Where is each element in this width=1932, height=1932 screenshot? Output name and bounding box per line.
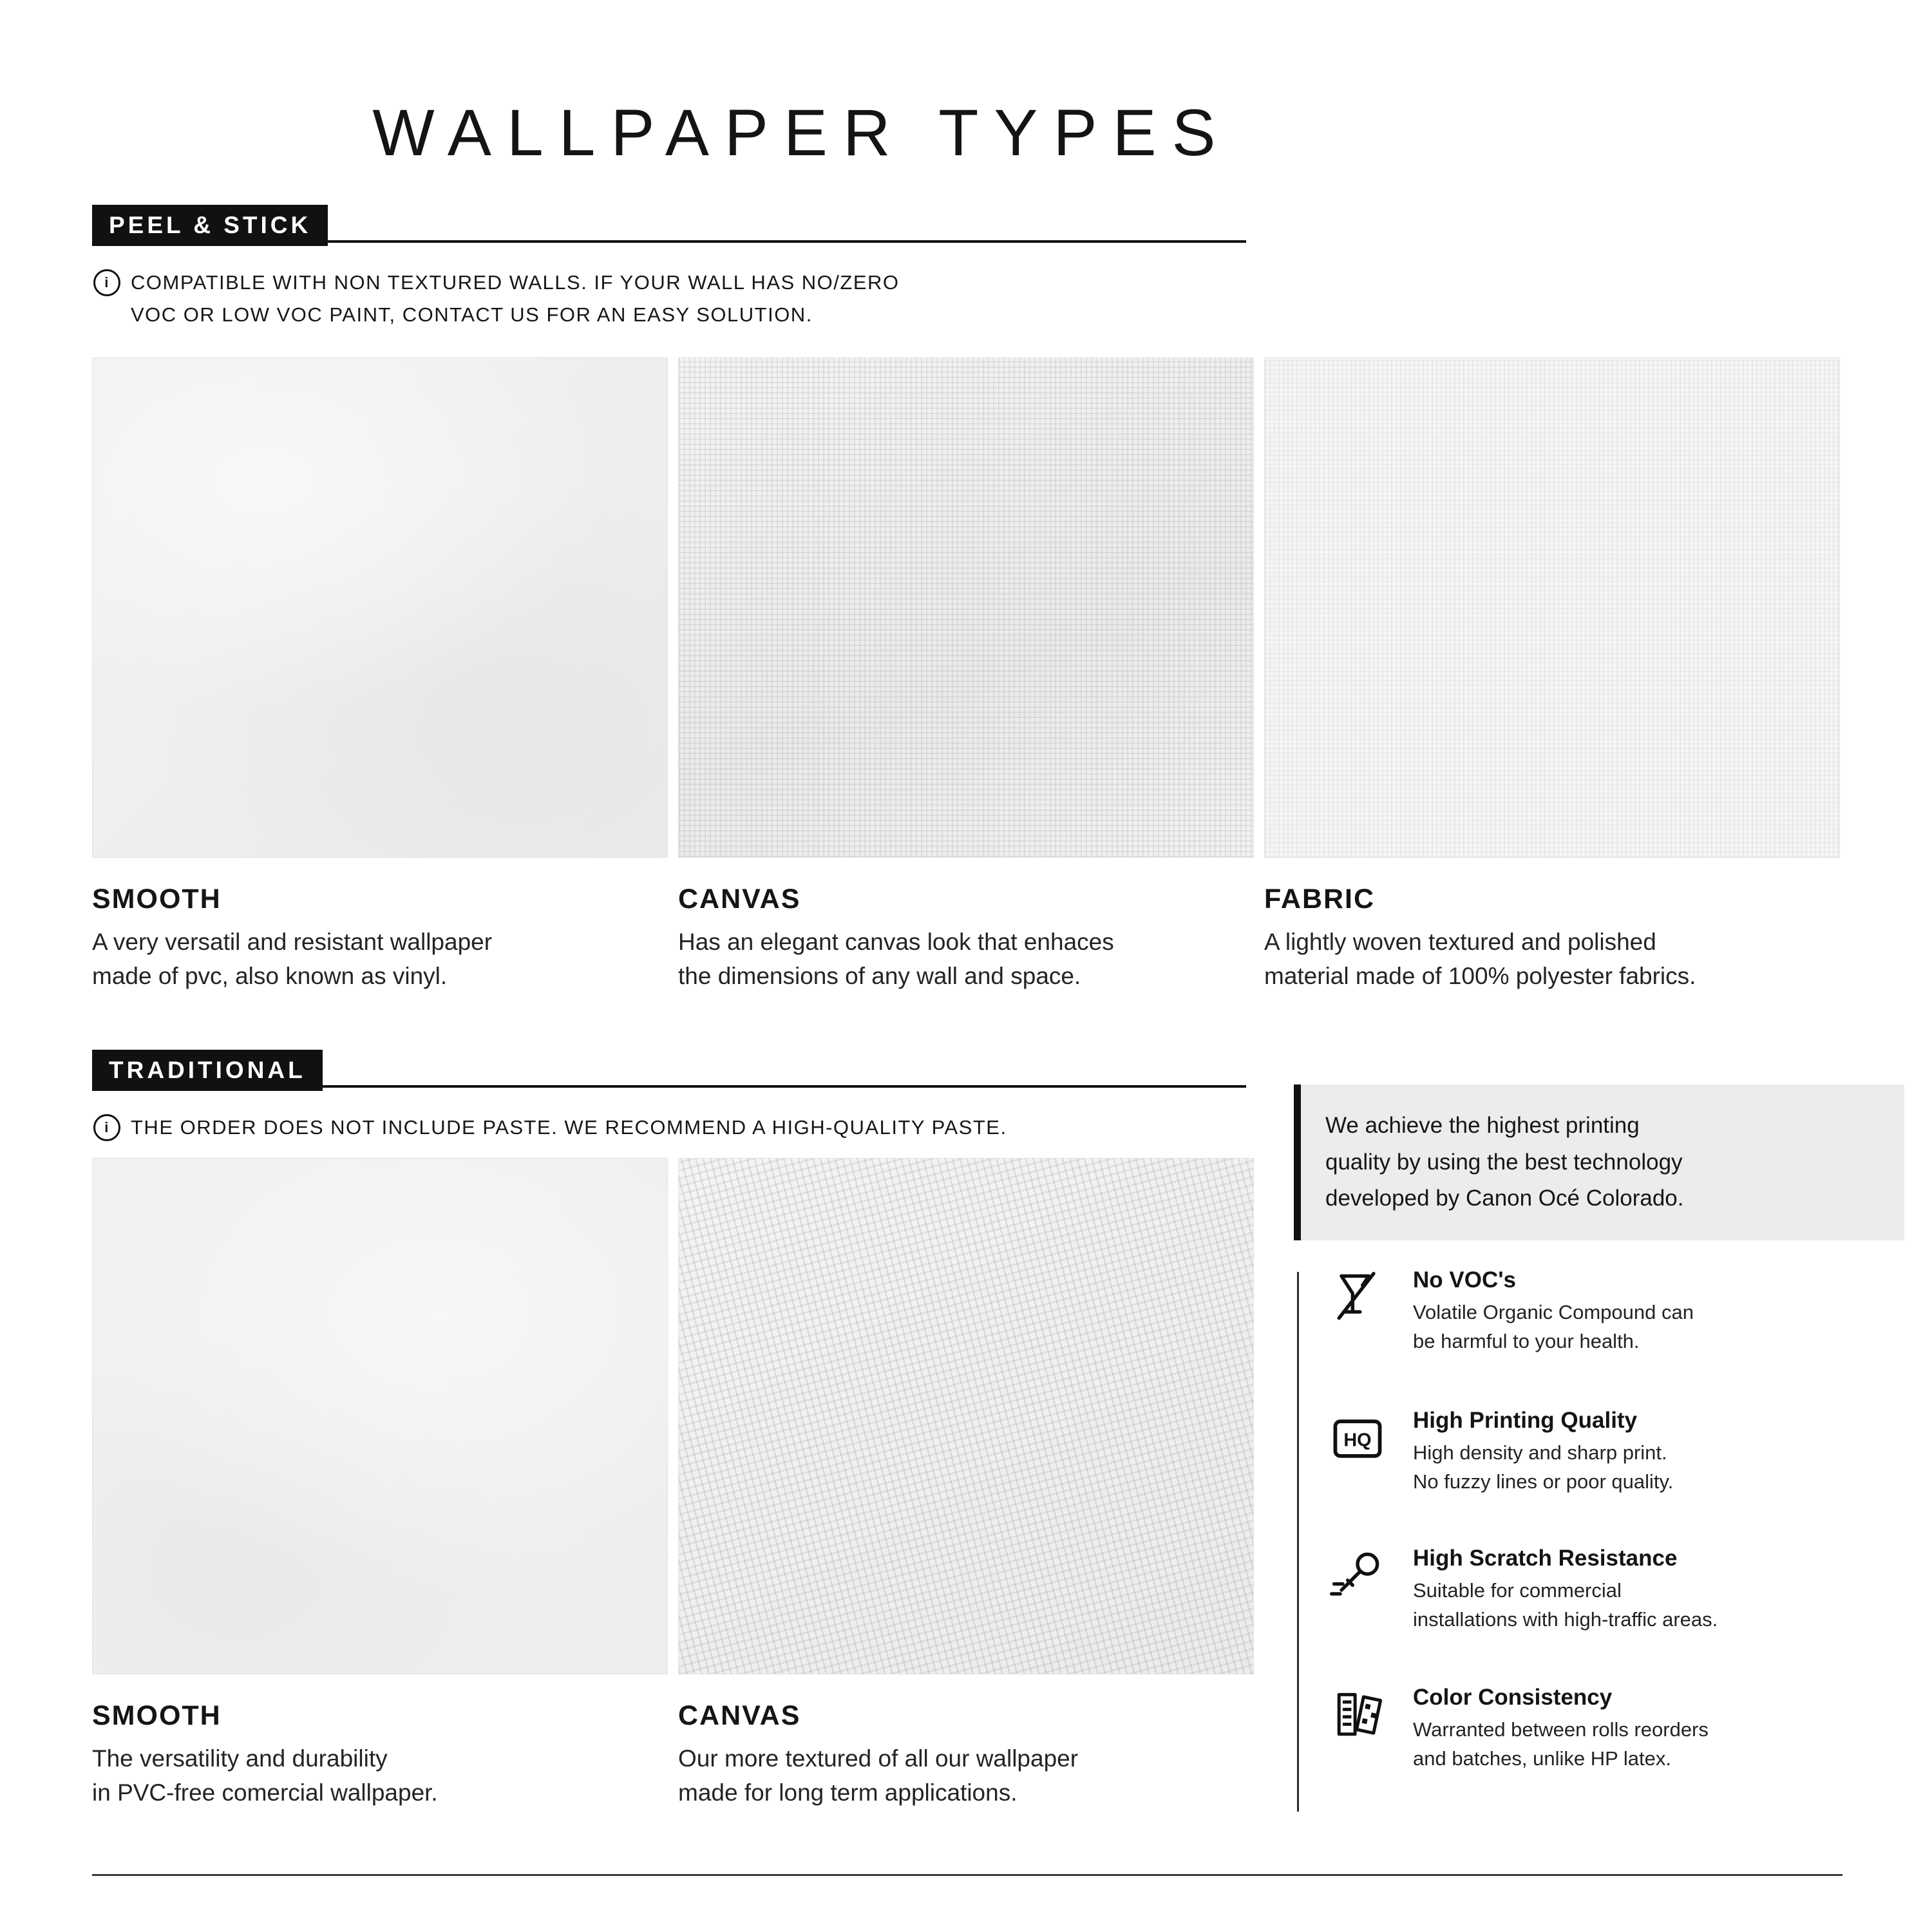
wallpaper-item-fabric [1264, 357, 1839, 993]
smooth-texture-image [92, 357, 668, 858]
color-swatch-icon [1327, 1685, 1388, 1747]
item-title-canvas: CANVAS [678, 884, 801, 914]
feature-desc-line: High density and sharp print. [1413, 1441, 1667, 1464]
features-divider-line [1297, 1272, 1299, 1812]
feature-description [1413, 1577, 1718, 1634]
wallpaper-item-smooth-traditional [92, 1158, 667, 1810]
section-label-peel-stick: PEEL & STICK [92, 205, 328, 246]
hq-icon [1327, 1408, 1388, 1470]
feature-title: No VOC's [1413, 1267, 1517, 1293]
item-desc-line: material made of 100% polyester fabrics. [1264, 962, 1696, 989]
item-desc-line: The versatility and durability [92, 1745, 388, 1772]
smooth-traditional-texture-image [92, 1158, 668, 1674]
feature-desc-line: be harmful to your health. [1413, 1329, 1640, 1352]
quality-line: We achieve the highest printing [1325, 1113, 1640, 1138]
hq-icon-text: HQ [1343, 1430, 1372, 1451]
printing-quality-callout [1294, 1084, 1904, 1240]
note-line: THE ORDER DOES NOT INCLUDE PASTE. WE RECOMMEND A HIGH-QUALITY PASTE. [131, 1116, 1007, 1139]
bottom-rule [92, 1874, 1842, 1876]
feature-desc-line: Suitable for commercial [1413, 1579, 1622, 1602]
quality-line: developed by Canon Océ Colorado. [1325, 1186, 1684, 1211]
feature-desc-line: and batches, unlike HP latex. [1413, 1747, 1671, 1770]
quality-line: quality by using the best technology [1325, 1149, 1683, 1175]
traditional-swatch-row [92, 1158, 1253, 1810]
feature-description [1413, 1716, 1709, 1774]
item-desc-line: in PVC-free comercial wallpaper. [92, 1779, 438, 1806]
feature-desc-line: Volatile Organic Compound can [1413, 1301, 1694, 1323]
feature-description [1413, 1439, 1673, 1497]
feature-description [1413, 1298, 1694, 1356]
traditional-note [93, 1112, 1007, 1144]
section-label-traditional: TRADITIONAL [92, 1050, 323, 1091]
no-voc-icon [1327, 1267, 1388, 1329]
item-desc-line: Has an elegant canvas look that enhaces [678, 929, 1114, 955]
note-line: COMPATIBLE WITH NON TEXTURED WALLS. IF YOUR WALL HAS NO/ZERO [131, 271, 900, 294]
note-line: VOC OR LOW VOC PAINT, CONTACT US FOR AN EASY SOLUTION. [131, 303, 813, 326]
item-desc-line: made of pvc, also known as vinyl. [92, 962, 448, 989]
peel-stick-note [93, 267, 900, 330]
item-desc-line: made for long term applications. [678, 1779, 1018, 1806]
info-icon: i [93, 269, 120, 296]
canvas-traditional-texture-image [678, 1158, 1254, 1674]
peel-stick-swatch-row [92, 357, 1839, 993]
feature-desc-line: No fuzzy lines or poor quality. [1413, 1470, 1674, 1493]
feature-title: High Printing Quality [1413, 1408, 1638, 1433]
item-description [678, 1742, 1253, 1810]
feature-no-vocs [1327, 1267, 1893, 1356]
item-desc-line: A lightly woven textured and polished [1264, 929, 1656, 955]
item-desc-line: A very versatil and resistant wallpaper [92, 929, 493, 955]
wallpaper-item-smooth [92, 357, 667, 993]
page-title: WALLPAPER TYPES [372, 96, 1231, 169]
wallpaper-item-canvas [678, 357, 1253, 993]
fabric-texture-image [1264, 357, 1840, 858]
feature-high-scratch-resistance [1327, 1546, 1893, 1634]
feature-high-printing-quality [1327, 1408, 1893, 1497]
feature-title: Color Consistency [1413, 1685, 1613, 1710]
scratch-icon [1327, 1546, 1388, 1607]
item-description [92, 925, 667, 993]
feature-desc-line: installations with high-traffic areas. [1413, 1607, 1718, 1631]
item-title-canvas-traditional: CANVAS [678, 1700, 801, 1731]
item-desc-line: Our more textured of all our wallpaper [678, 1745, 1079, 1772]
feature-desc-line: Warranted between rolls reorders [1413, 1718, 1709, 1741]
item-title-fabric: FABRIC [1264, 884, 1376, 914]
feature-title: High Scratch Resistance [1413, 1546, 1678, 1571]
item-description [92, 1742, 667, 1810]
feature-color-consistency [1327, 1685, 1893, 1774]
item-title-smooth: SMOOTH [92, 884, 222, 914]
item-title-smooth-traditional: SMOOTH [92, 1700, 222, 1731]
wallpaper-item-canvas-traditional [678, 1158, 1253, 1810]
canvas-texture-image [678, 357, 1254, 858]
info-icon: i [93, 1114, 120, 1141]
item-desc-line: the dimensions of any wall and space. [678, 962, 1081, 989]
item-description [678, 925, 1253, 993]
item-description [1264, 925, 1839, 993]
